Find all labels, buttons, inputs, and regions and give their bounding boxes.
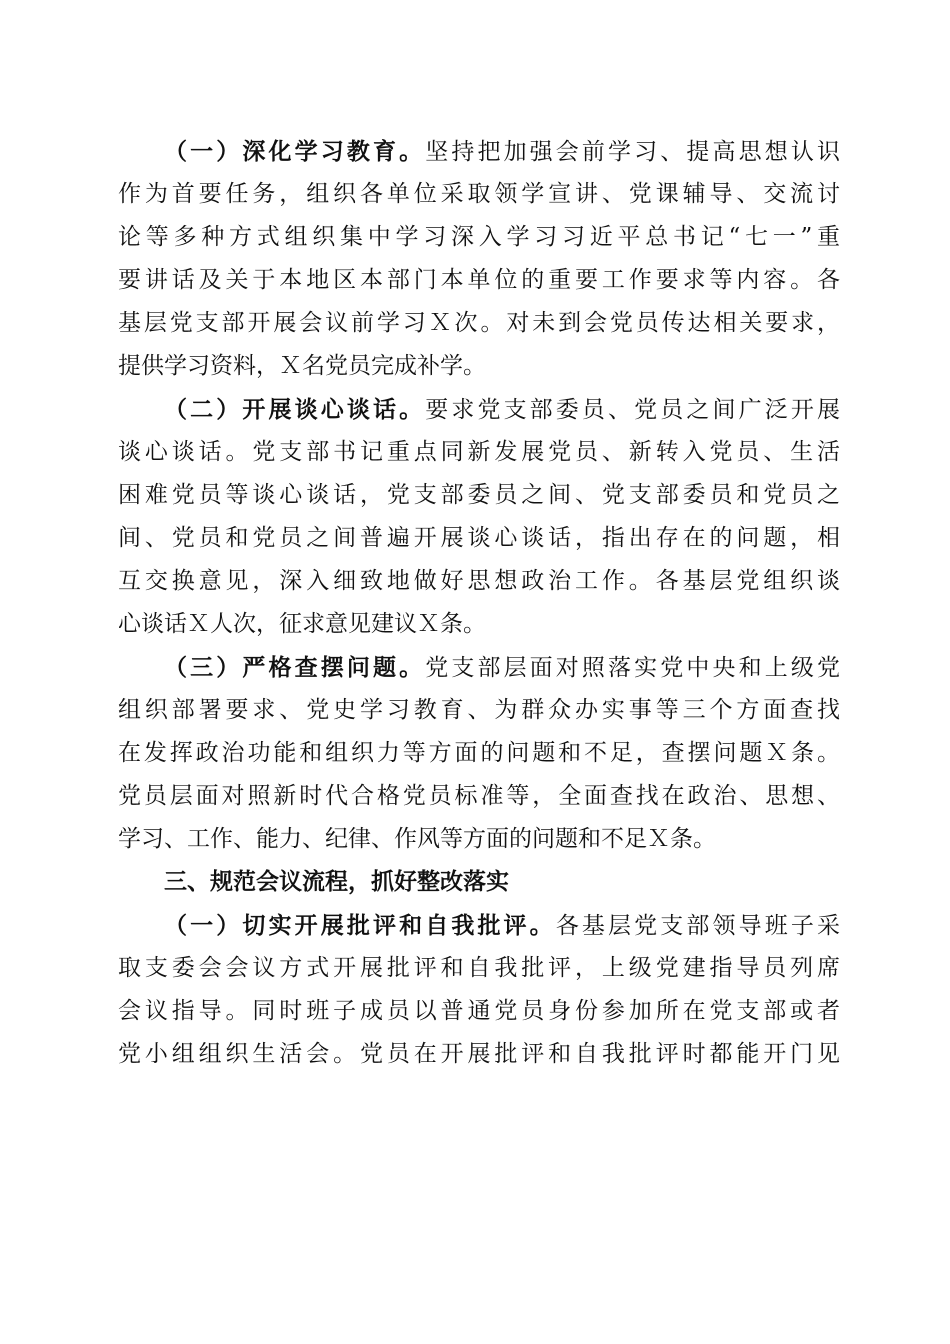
paragraph-1-lead: （一）深化学习教育。 — [164, 138, 426, 165]
paragraph-2-line-5: 互交换意见，深入细致地做好思想政治工作。各基层党组织谈 — [118, 568, 840, 594]
paragraph-3-lead: （三）严格查摆问题。 — [164, 654, 426, 681]
paragraph-2-lead: （二）开展谈心谈话。 — [164, 396, 426, 423]
paragraph-4-line-2: 取支委会会议方式开展批评和自我批评，上级党建指导员列席 — [118, 955, 840, 981]
paragraph-4-lead: （一）切实开展批评和自我批评。 — [164, 912, 556, 939]
paragraph-1-text: 坚持把加强会前学习、提高思想认识 — [425, 139, 841, 165]
paragraph-1-line-2: 作为首要任务，组织各单位采取领学宣讲、党课辅导、交流讨 — [118, 181, 840, 207]
paragraph-1-line-3: 论等多种方式组织集中学习深入学习习近平总书记“七一”重 — [118, 224, 840, 250]
paragraph-1-line-5: 基层党支部开展会议前学习Ｘ次。对未到会党员传达相关要求， — [118, 310, 840, 336]
paragraph-1-line-4: 要讲话及关于本地区本部门本单位的重要工作要求等内容。各 — [118, 267, 840, 293]
paragraph-3-line-3: 在发挥政治功能和组织力等方面的问题和不足，查摆问题Ｘ条。 — [118, 740, 841, 766]
paragraph-2-line-1 — [118, 388, 840, 431]
paragraph-1-line-1 — [118, 130, 840, 173]
paragraph-3-text: 党支部层面对照落实党中央和上级党 — [425, 655, 841, 681]
paragraph-4-line-1 — [118, 904, 840, 947]
paragraph-4-line-3: 会议指导。同时班子成员以普通党员身份参加所在党支部或者 — [118, 998, 840, 1024]
paragraph-4-text: 各基层党支部领导班子采 — [555, 913, 841, 939]
paragraph-2-line-2: 谈心谈话。党支部书记重点同新发展党员、新转入党员、生活 — [118, 439, 840, 465]
paragraph-3-line-1 — [118, 646, 840, 689]
paragraph-3-line-2: 组织部署要求、党史学习教育、为群众办实事等三个方面查找 — [118, 697, 840, 723]
paragraph-1-line-6: 提供学习资料，Ｘ名党员完成补学。 — [118, 353, 486, 379]
paragraph-4-line-4: 党小组组织生活会。党员在开展批评和自我批评时都能开门见 — [118, 1041, 840, 1067]
paragraph-3-line-4: 党员层面对照新时代合格党员标准等，全面查找在政治、思想、 — [118, 783, 840, 809]
section-heading: 三、规范会议流程，抓好整改落实 — [164, 869, 509, 895]
paragraph-2-line-4: 间、党员和党员之间普遍开展谈心谈话，指出存在的问题，相 — [118, 525, 840, 551]
paragraph-2-text: 要求党支部委员、党员之间广泛开展 — [425, 397, 841, 423]
paragraph-3-line-5: 学习、工作、能力、纪律、作风等方面的问题和不足Ｘ条。 — [118, 826, 716, 852]
paragraph-2-line-3: 困难党员等谈心谈话，党支部委员之间、党支部委员和党员之 — [118, 482, 840, 508]
paragraph-2-line-6: 心谈话Ｘ人次，征求意见建议Ｘ条。 — [118, 611, 486, 637]
document-body — [118, 130, 840, 1076]
